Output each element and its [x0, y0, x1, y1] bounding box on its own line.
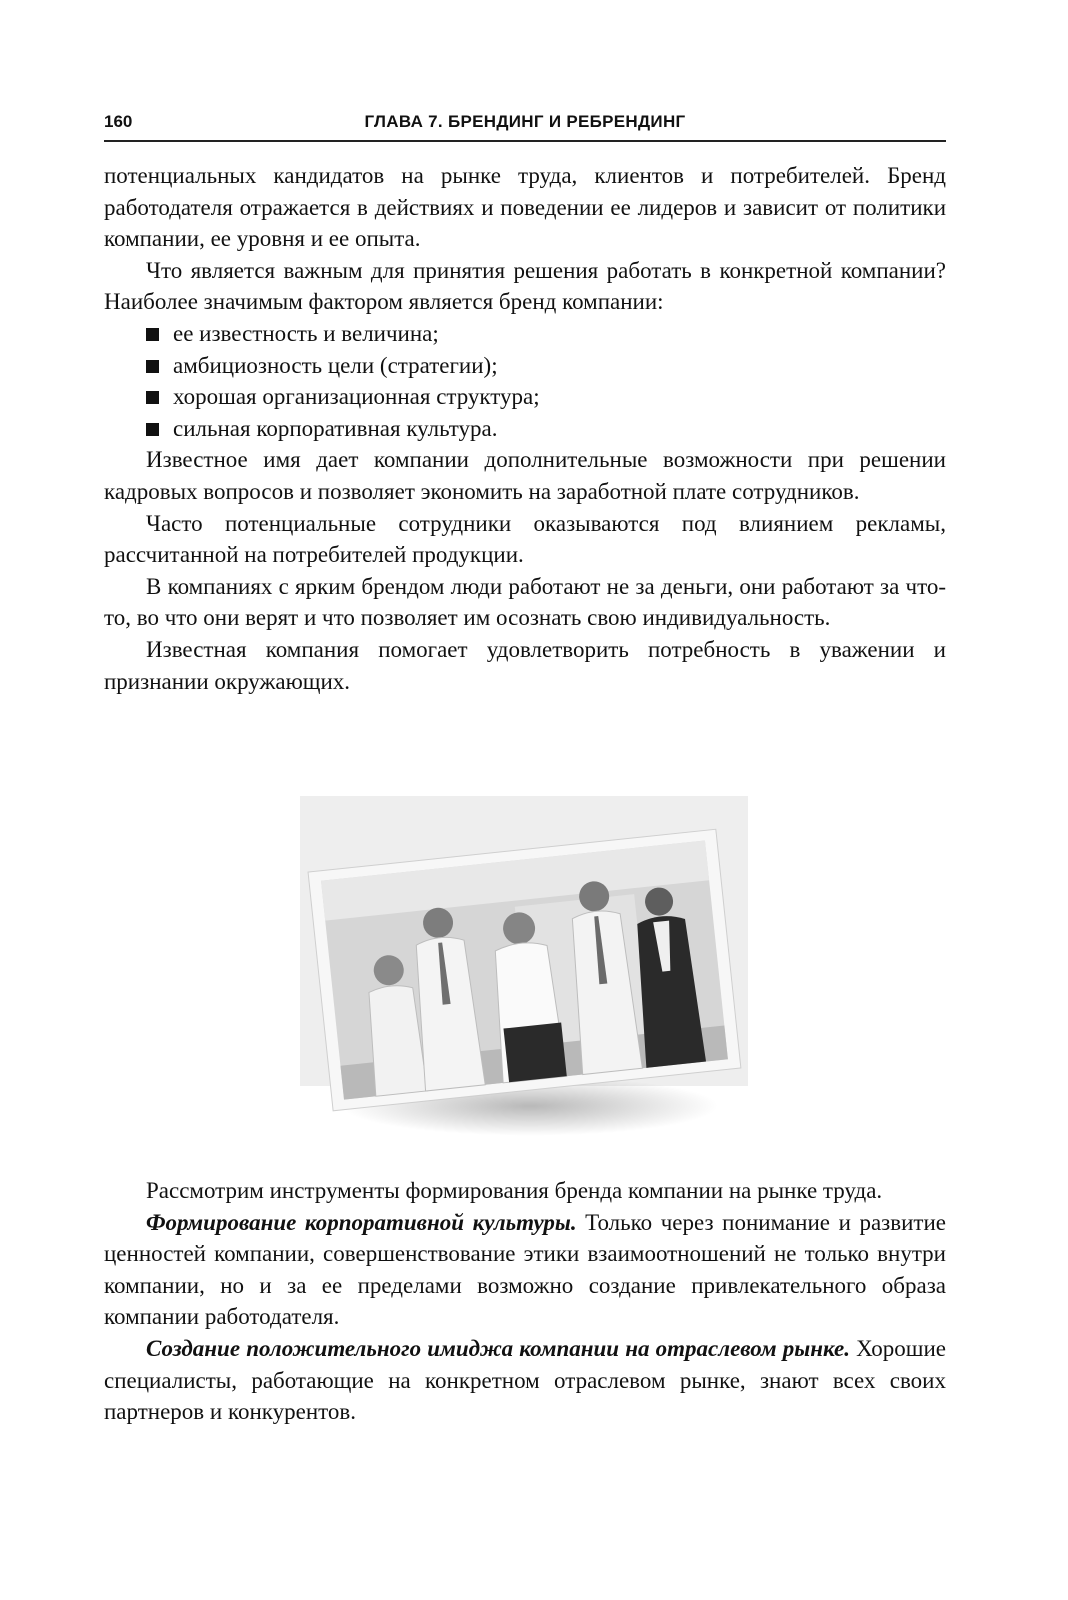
paragraph: Известная компания помогает удовлетворить потребность в уважении и признании окружающих. — [104, 636, 946, 694]
paragraph-text: Хорошие специалисты, работающие на конкретном отраслевом рынке, знают всех своих партнеров и конкурентов. — [104, 1335, 946, 1425]
paragraph-text: Только через понимание и развитие ценностей компании, совершенствование этики взаимоотношений не только внутри компании, но и за ее пределами возможно создание привлекательного образа компании работодателя. — [104, 1209, 946, 1330]
text-block-top — [104, 160, 946, 697]
page-number: 160 — [104, 112, 133, 131]
section-term: Формирование корпоративной культуры. — [146, 1209, 577, 1235]
list-item — [104, 381, 946, 413]
group-photo-icon — [300, 796, 748, 1140]
paragraph: Известное имя дает компании дополнительные возможности при решении кадровых вопросов и позволяет экономить на заработной плате сотрудников. — [104, 447, 946, 504]
list-item — [104, 413, 946, 445]
paragraph: В компаниях с ярким брендом люди работают не за деньги, они работают за что-то, во что они верят и что позволяет им осознать свою индивидуальность. — [104, 573, 946, 631]
paragraph: Часто потенциальные сотрудники оказываются под влиянием рекламы, рассчитанной на потребителей продукции. — [104, 510, 946, 568]
paragraph: Что является важным для принятия решения работать в конкретной компании? Наиболее значимым фактором является бренд компании: — [104, 257, 946, 315]
list-item — [104, 318, 946, 350]
section-term: Создание положительного имиджа компании на отраслевом рынке. — [146, 1335, 850, 1361]
paragraph — [104, 1333, 946, 1428]
list-item — [104, 350, 946, 382]
list-item-text: ее известность и величина; — [173, 320, 439, 346]
list-item-text: сильная корпоративная культура. — [173, 415, 498, 441]
paragraph: потенциальных кандидатов на рынке труда, клиентов и потребителей. Бренд работодателя отражается в действиях и поведении ее лидеров и зависит от политики компании, ее уровня и ее опыта. — [104, 163, 946, 252]
list-item-text: хорошая организационная структура; — [173, 384, 540, 410]
paragraph: Рассмотрим инструменты формирования бренда компании на рынке труда. — [146, 1178, 883, 1203]
group-photo-figure — [300, 796, 748, 1140]
chapter-title: ГЛАВА 7. БРЕНДИНГ И РЕБРЕНДИНГ — [364, 112, 686, 131]
list-item-text: амбициозность цели (стратегии); — [173, 352, 498, 378]
text-block-bottom — [104, 1175, 946, 1428]
running-header — [104, 106, 946, 142]
paragraph — [104, 1207, 946, 1333]
bullet-list — [104, 318, 946, 444]
